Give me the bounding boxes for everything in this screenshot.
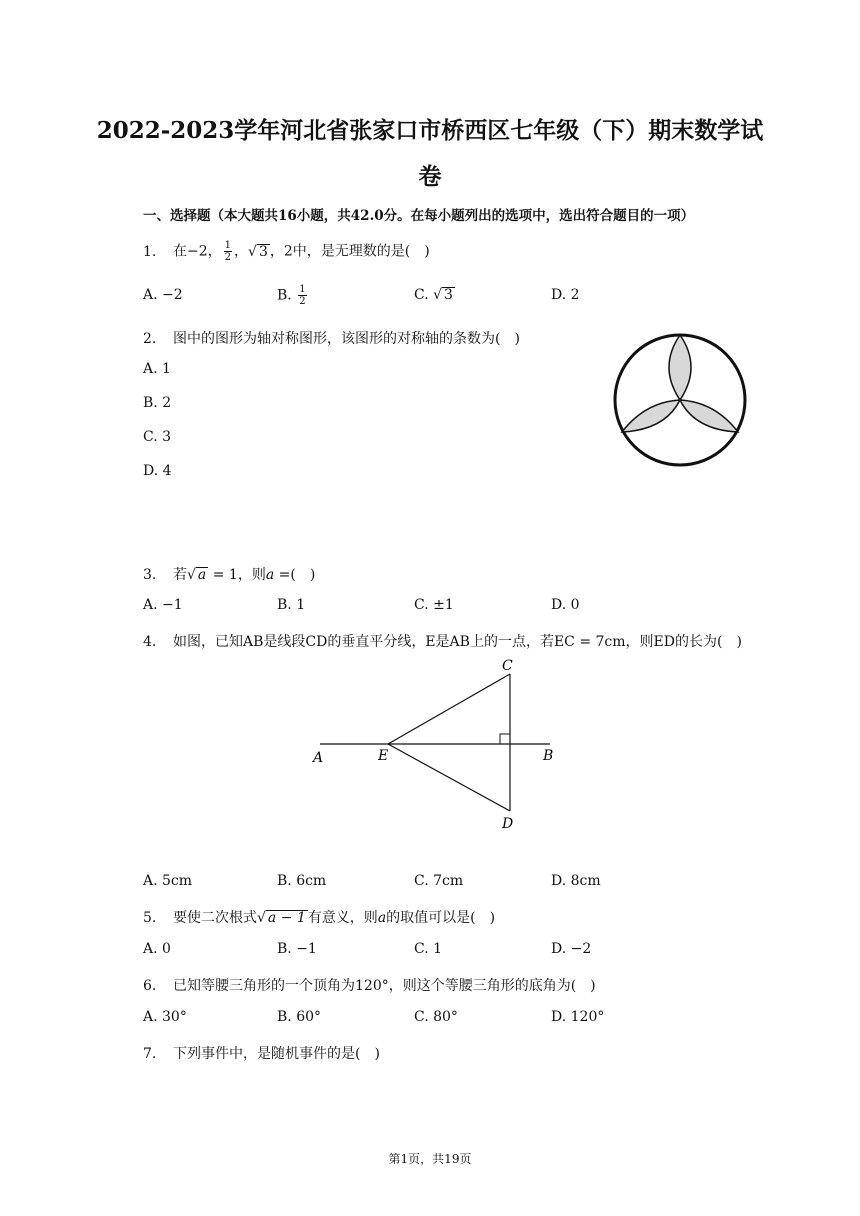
point-label-c: C <box>502 658 513 674</box>
q6-option-b: B. 60° <box>277 1009 322 1025</box>
question-number: 3. <box>143 567 157 583</box>
question-number: 6. <box>143 978 157 994</box>
q3-option-b: B. 1 <box>277 597 306 613</box>
document-title-line1: 2022-2023学年河北省张家口市桥西区七年级（下）期末数学试 <box>96 117 764 144</box>
q2-option-d: D. 4 <box>143 463 172 479</box>
q4-option-c: C. 7cm <box>414 873 464 889</box>
q2-option-b: B. 2 <box>143 395 172 411</box>
q5-option-b: B. −1 <box>277 941 317 957</box>
q1-option-a: A. −2 <box>143 287 183 303</box>
question-number: 4. <box>143 634 157 650</box>
question-text: 有意义，则 <box>307 910 378 926</box>
question-number: 7. <box>143 1046 157 1062</box>
q1-option-b: B. $\frac{1}{2}$ <box>277 284 306 307</box>
q1-option-d: D. 2 <box>551 287 580 303</box>
question-text: 要使二次根式 <box>173 910 257 926</box>
q3-option-c: C. ±1 <box>414 597 454 613</box>
question-4 <box>143 631 742 651</box>
question-number: 1. <box>143 243 157 260</box>
question-6 <box>143 975 596 995</box>
square-root: √ a − 1 <box>257 910 306 926</box>
q4-option-b: B. 6cm <box>277 873 327 889</box>
q5-option-c: C. 1 <box>414 941 443 957</box>
question-text: 图中的图形为轴对称图形，该图形的对称轴的条数为( ) <box>173 331 520 347</box>
q3-option-d: D. 0 <box>551 597 580 613</box>
question-1 <box>143 240 430 263</box>
question-text: = 1，则 <box>208 567 266 583</box>
q4-option-d: D. 8cm <box>551 873 601 889</box>
document-title-line2: 卷 <box>418 163 442 190</box>
question-text: 已知等腰三角形的一个顶角为120°，则这个等腰三角形的底角为( ) <box>173 978 596 994</box>
q6-option-d: D. 120° <box>551 1009 605 1025</box>
question-7 <box>143 1043 380 1063</box>
point-label-a: A <box>313 750 324 766</box>
question-text: 在−2， <box>173 243 222 260</box>
point-label-b: B <box>543 748 554 764</box>
q6-option-a: A. 30° <box>143 1009 187 1025</box>
section-heading: 一、选择题（本大题共16小题，共42.0分。在每小题列出的选项中，选出符合题目的一项） <box>143 208 695 224</box>
question-5 <box>143 907 495 927</box>
question-text: ， <box>234 243 249 260</box>
question-text: 若 <box>173 567 187 583</box>
question-number: 5. <box>143 910 157 926</box>
q1-option-c: C. √ 3 <box>414 287 453 303</box>
q6-option-c: C. 80° <box>414 1009 458 1025</box>
q5-option-a: A. 0 <box>143 941 171 957</box>
question-text: 的取值可以是( ) <box>386 910 496 926</box>
q3-option-a: A. −1 <box>143 597 183 613</box>
q2-option-a: A. 1 <box>143 361 171 377</box>
question-number: 2. <box>143 331 157 347</box>
question-3 <box>143 564 315 584</box>
page-footer: 第1页，共19页 <box>388 1152 472 1166</box>
question-text: 下列事件中，是随机事件的是( ) <box>173 1046 380 1062</box>
square-root: √ 3 <box>248 243 268 260</box>
variable: a <box>265 567 275 583</box>
q4-option-a: A. 5cm <box>143 873 193 889</box>
square-root: √ a <box>187 567 207 583</box>
point-label-e: E <box>378 748 389 764</box>
point-label-d: D <box>502 816 514 832</box>
question-text: =( ) <box>274 567 316 583</box>
q2-option-c: C. 3 <box>143 429 172 445</box>
variable: a <box>377 910 387 926</box>
circle-petal-figure <box>610 330 750 470</box>
question-text: 如图，已知AB是线段CD的垂直平分线，E是AB上的一点，若EC = 7cm，则ED的长为( ) <box>173 634 742 650</box>
fraction: $\frac{1}{2}$ <box>224 240 232 263</box>
question-2 <box>143 328 520 348</box>
q5-option-d: D. −2 <box>551 941 592 957</box>
perpendicular-bisector-figure <box>300 650 570 835</box>
question-text: ，2中，是无理数的是( ) <box>269 243 430 260</box>
